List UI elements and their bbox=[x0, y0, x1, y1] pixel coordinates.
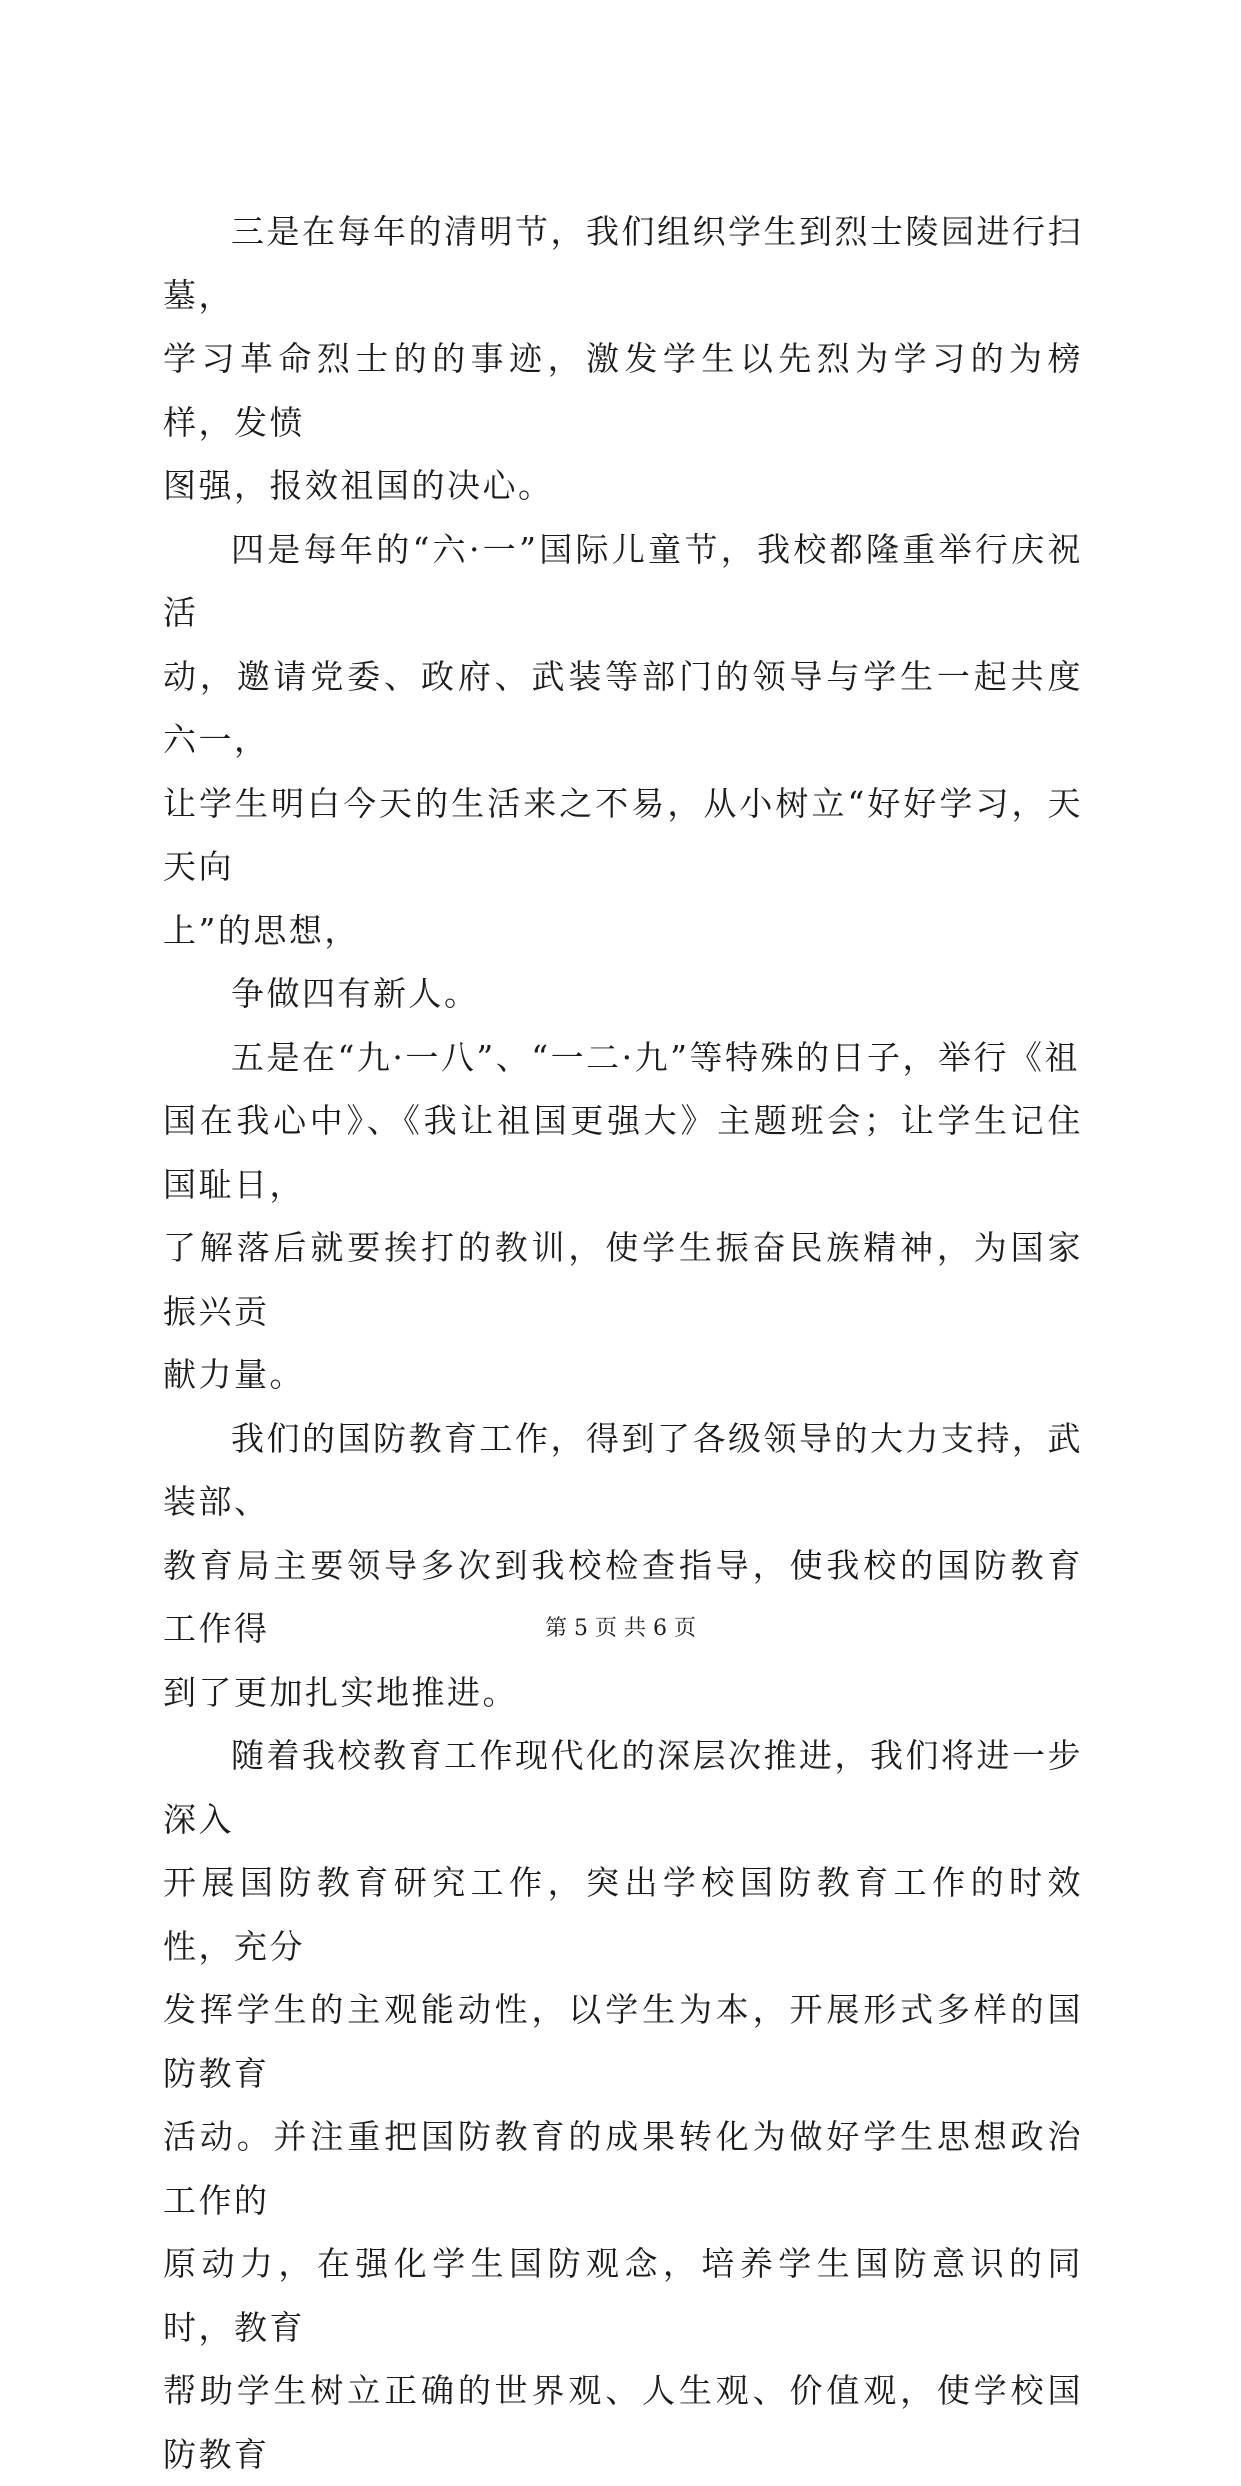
text-line: 了解落后就要挨打的教训，使学生振奋民族精神，为国家振兴贡 bbox=[163, 1228, 1083, 1331]
text-line: 活动。并注重把国防教育的成果转化为做好学生思想政治工作的 bbox=[163, 2117, 1083, 2220]
text-line: 四是每年的“六·一”国际儿童节，我校都隆重举行庆祝活 bbox=[163, 529, 1083, 632]
text-line: 到了更加扎实地推进。 bbox=[163, 1672, 518, 1712]
text-line: 上”的思想， bbox=[163, 910, 360, 950]
text-line: 五是在“九·一八”、“一二·九”等特殊的日子，举行《祖 bbox=[231, 1037, 1080, 1077]
text-line: 随着我校教育工作现代化的深层次推进，我们将进一步深入 bbox=[163, 1736, 1083, 1839]
text-line: 图强，报效祖国的决心。 bbox=[163, 466, 554, 505]
text-line: 国在我心中》、《我让祖国更强大》主题班会；让学生记住国耻日， bbox=[163, 1101, 1083, 1204]
text-line: 争做四有新人。 bbox=[231, 974, 480, 1013]
text-line: 原动力，在强化学生国防观念，培养学生国防意识的同时，教育 bbox=[163, 2244, 1083, 2347]
text-line: 动，邀请党委、政府、武装等部门的领导与学生一起共度六一， bbox=[163, 656, 1083, 759]
text-line: 让学生明白今天的生活来之不易，从小树立“好好学习，天天向 bbox=[163, 783, 1083, 886]
page-footer bbox=[0, 1611, 1241, 1642]
text-line: 发挥学生的主观能动性，以学生为本，开展形式多样的国防教育 bbox=[163, 1990, 1083, 2093]
text-line: 三是在每年的清明节，我们组织学生到烈士陵园进行扫墓， bbox=[163, 212, 1083, 315]
text-line: 教育局主要领导多次到我校检查指导，使我校的国防教育工作得 bbox=[163, 1545, 1083, 1648]
text-line: 我们的国防教育工作，得到了各级领导的大力支持，武装部、 bbox=[163, 1418, 1083, 1521]
text-line: 帮助学生树立正确的世界观、人生观、价值观，使学校国防教育 bbox=[163, 2371, 1083, 2474]
text-line: 学习革命烈士的的事迹，激发学生以先烈为学习的为榜样，发愤 bbox=[163, 339, 1083, 442]
text-line: 开展国防教育研究工作，突出学校国防教育工作的时效性，充分 bbox=[163, 1863, 1083, 1966]
text-line: 献力量。 bbox=[163, 1355, 305, 1394]
body-text bbox=[163, 200, 1083, 2486]
page-number-label: 第 5 页 共 6 页 bbox=[545, 1616, 696, 1641]
